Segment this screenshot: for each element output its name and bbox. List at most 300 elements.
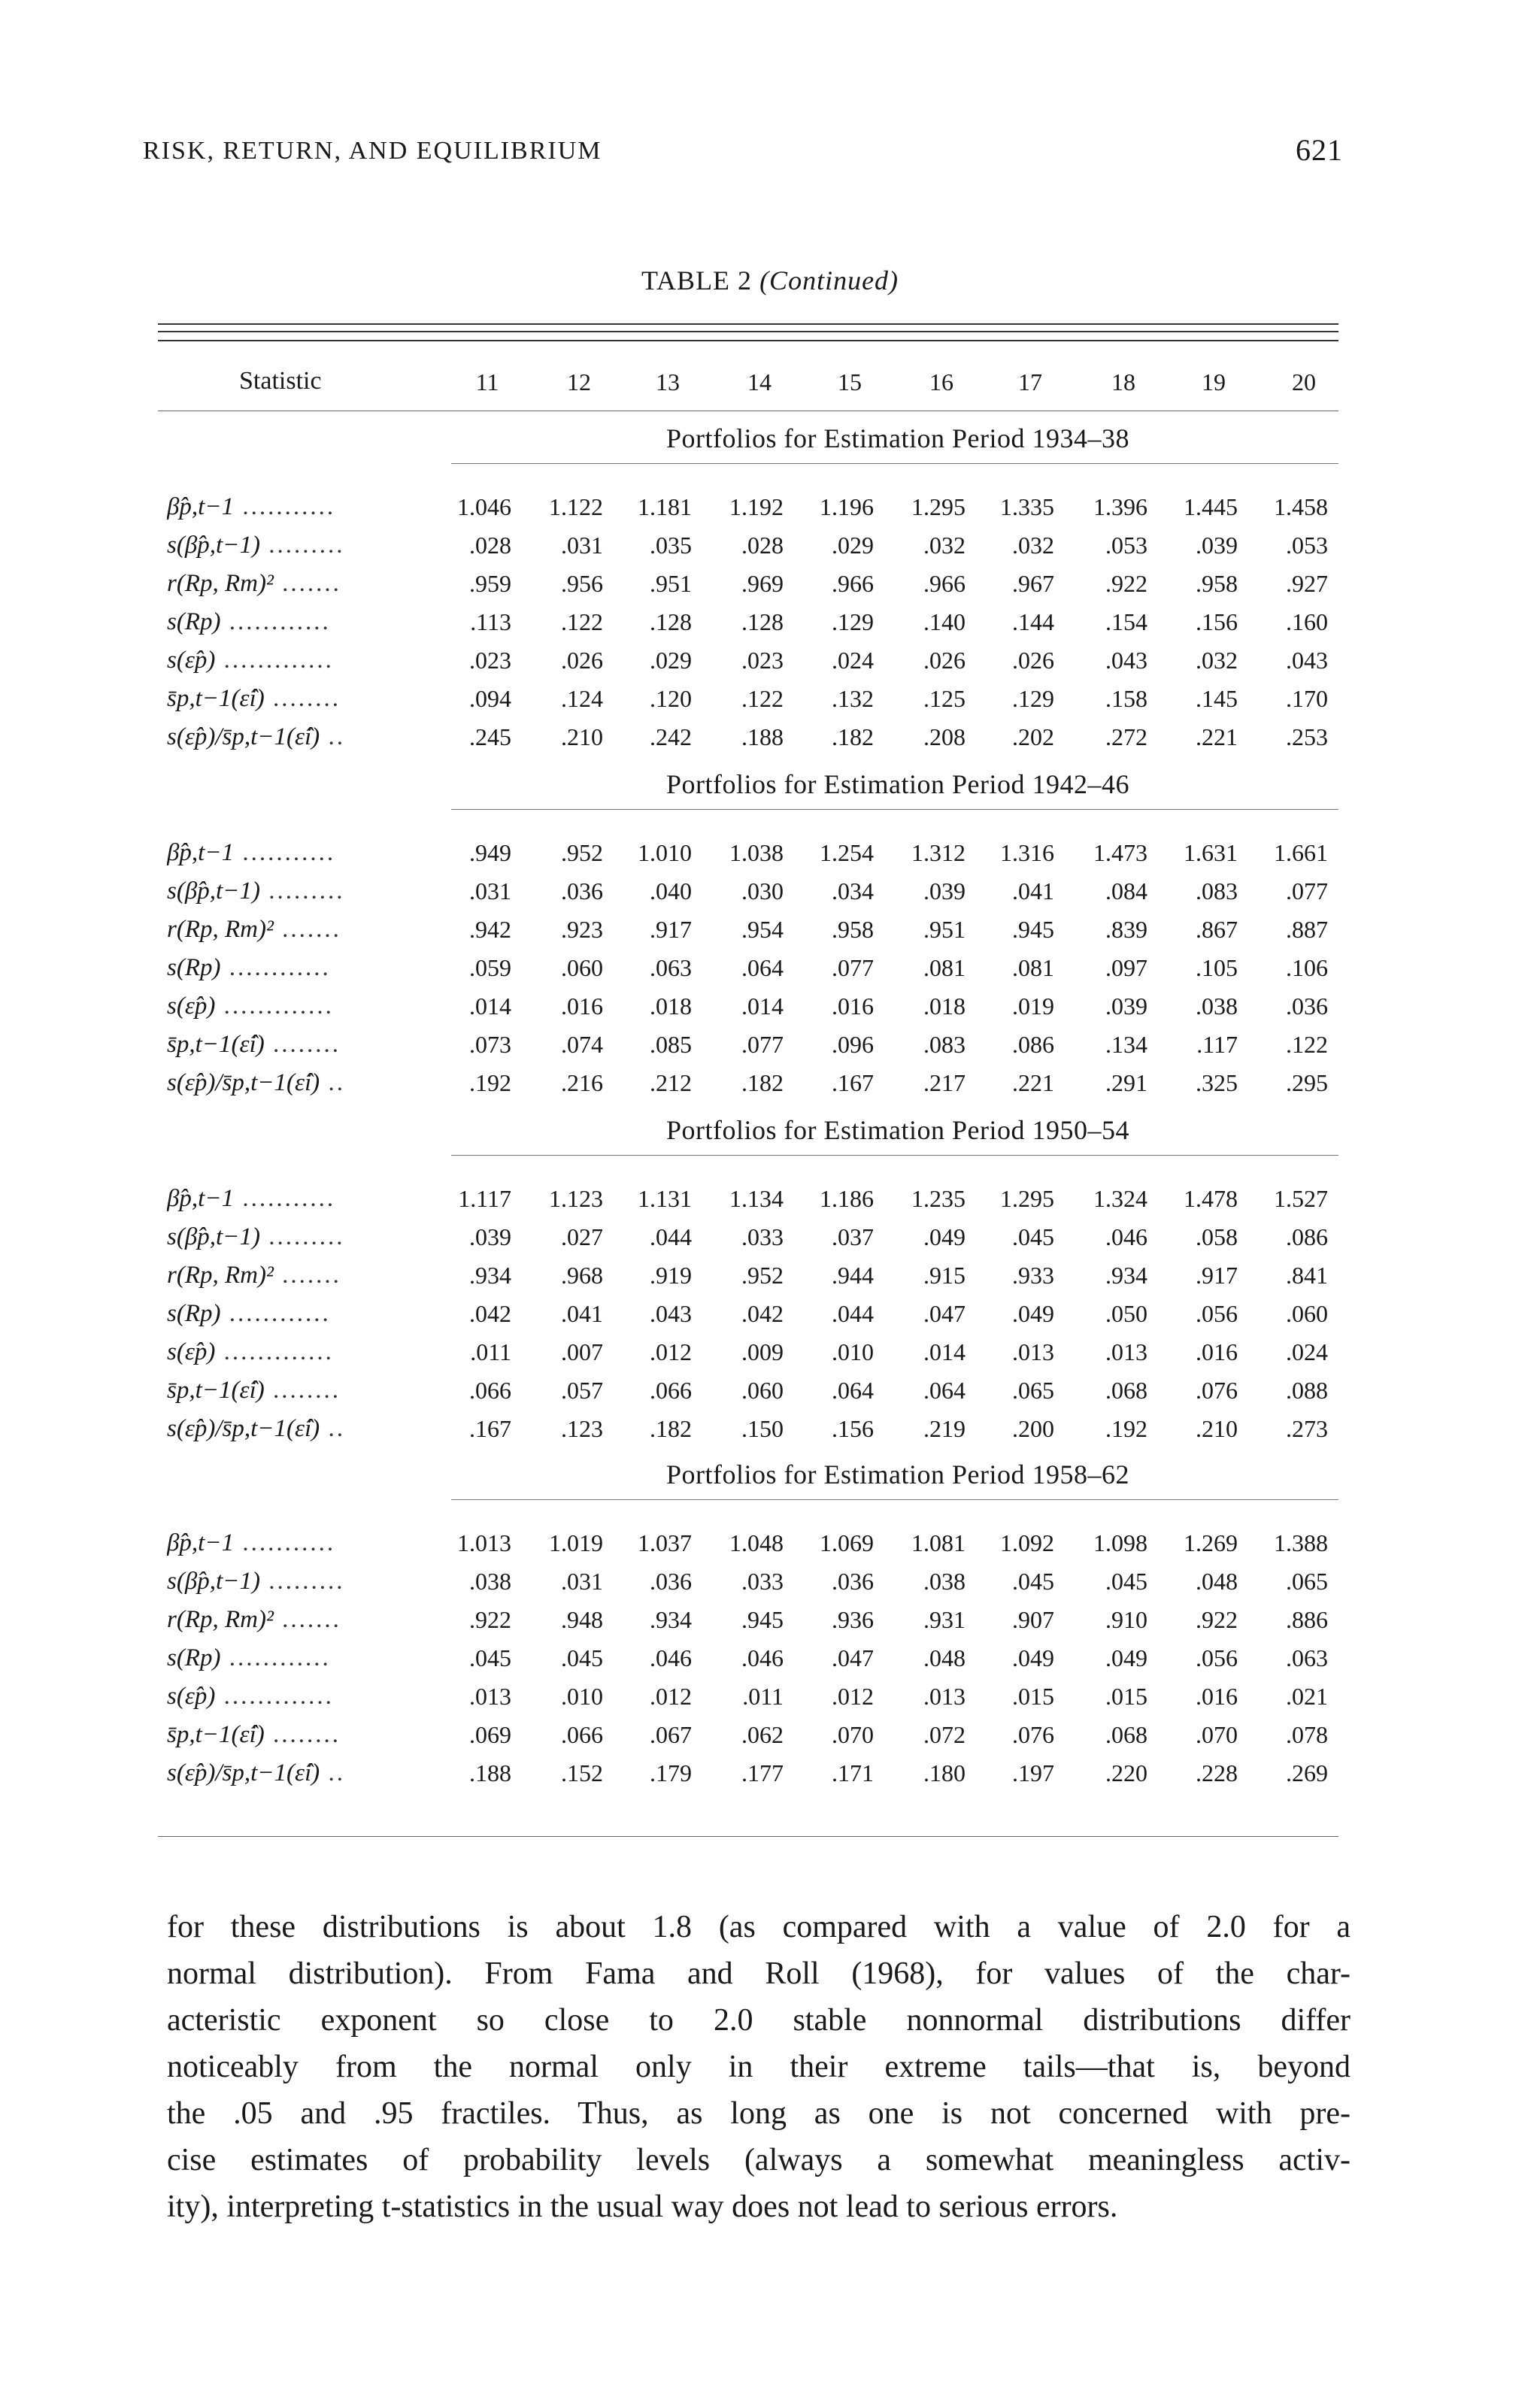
table-cell: 1.295 [1000, 1185, 1054, 1212]
table-cell: .066 [469, 1377, 511, 1404]
table-cell: .171 [832, 1759, 874, 1786]
table-cell: .058 [1196, 1223, 1238, 1250]
column-header: 17 [1018, 368, 1042, 395]
table-cell: .030 [741, 877, 784, 905]
table-cell: .927 [1286, 570, 1328, 597]
leader-dots: .. [320, 1759, 345, 1786]
row-label-text: β̂p,t−1 [167, 1185, 235, 1212]
table-cell: .907 [1012, 1606, 1054, 1633]
table-cell: .038 [923, 1568, 966, 1595]
row-label [167, 992, 445, 1020]
row-label-text: s(β̂p,t−1) [167, 1568, 260, 1595]
table-cell: .028 [469, 532, 511, 559]
body-line: ity), interpreting t-statistics in the usual way does not lead to serious errors. [167, 2189, 1118, 2224]
leader-dots: ............ [220, 954, 331, 981]
table-cell: .038 [1196, 992, 1238, 1020]
table-cell: 1.010 [638, 839, 692, 866]
table-cell: .024 [832, 647, 874, 674]
table-cell: .180 [923, 1759, 966, 1786]
table-cell: .952 [741, 1262, 784, 1289]
table-cell: .917 [1196, 1262, 1238, 1289]
table-cell: .042 [741, 1300, 784, 1327]
row-label-text: r(Rp, Rm)² [167, 1262, 274, 1289]
table-cell: .064 [832, 1377, 874, 1404]
row-label [167, 532, 445, 559]
table-cell: .210 [1196, 1415, 1238, 1442]
table-cell: .122 [1286, 1031, 1328, 1058]
table-cell: .125 [923, 685, 966, 712]
column-header: 18 [1111, 368, 1135, 395]
table-cell: .036 [650, 1568, 692, 1595]
table-cell: .160 [1286, 608, 1328, 635]
table-cell: .077 [832, 954, 874, 981]
table-cell: .031 [469, 877, 511, 905]
table-cell: .944 [832, 1262, 874, 1289]
table-cell: .253 [1286, 723, 1328, 750]
table-cell: 1.388 [1274, 1529, 1328, 1556]
table-cell: .016 [561, 992, 603, 1020]
table-cell: .015 [1105, 1683, 1147, 1710]
leader-dots: .. [320, 1415, 345, 1442]
table-cell: .113 [470, 608, 511, 635]
row-label-text: β̂p,t−1 [167, 839, 235, 866]
row-label-text: r(Rp, Rm)² [167, 570, 274, 597]
column-header: 14 [747, 368, 772, 395]
leader-dots: ........ [264, 1721, 341, 1748]
table-cell: .057 [561, 1377, 603, 1404]
table-cell: .027 [561, 1223, 603, 1250]
table-cell: 1.661 [1274, 839, 1328, 866]
table-cell: 1.335 [1000, 493, 1054, 520]
table-cell: .291 [1105, 1069, 1147, 1096]
body-line: the .05 and .95 fractiles. Thus, as long as one is not concerned with pre- [167, 2096, 1351, 2131]
table-cell: .014 [469, 992, 511, 1020]
table-cell: .044 [650, 1223, 692, 1250]
table-cell: .192 [469, 1069, 511, 1096]
row-label-text: s̄p,t−1(ε̂i) [167, 1721, 265, 1748]
table-cell: .053 [1105, 532, 1147, 559]
table-cell: .040 [650, 877, 692, 905]
table-cell: 1.235 [911, 1185, 966, 1212]
table-cell: .923 [561, 916, 603, 943]
table-cell: .045 [561, 1644, 603, 1671]
body-line: normal distribution). From Fama and Roll (1968), for values of the char- [167, 1956, 1351, 1991]
row-label [167, 1223, 445, 1251]
row-label-text: s(ε̂p)/s̄p,t−1(ε̂i) [167, 1415, 320, 1442]
table-cell: .150 [741, 1415, 784, 1442]
table-cell: .039 [469, 1223, 511, 1250]
table-cell: .036 [1286, 992, 1328, 1020]
row-label [167, 1338, 445, 1366]
table-cell: 1.019 [549, 1529, 603, 1556]
table-cell: .951 [923, 916, 966, 943]
table-cell: .013 [469, 1683, 511, 1710]
table-cell: .088 [1286, 1377, 1328, 1404]
table-cell: .106 [1286, 954, 1328, 981]
table-cell: .122 [561, 608, 603, 635]
table-cell: 1.131 [638, 1185, 692, 1212]
leader-dots: ......... [259, 1568, 345, 1595]
table-cell: 1.069 [820, 1529, 874, 1556]
table-cell: .117 [1196, 1031, 1238, 1058]
table-cell: .084 [1105, 877, 1147, 905]
table-cell: .839 [1105, 916, 1147, 943]
table-cell: .197 [1012, 1759, 1054, 1786]
table-cell: .081 [1012, 954, 1054, 981]
page-number: 621 [1296, 133, 1343, 167]
table-cell: .060 [561, 954, 603, 981]
row-label-text: s(ε̂p) [167, 1683, 216, 1710]
table-cell: .046 [650, 1644, 692, 1671]
table-cell: .067 [650, 1721, 692, 1748]
row-label [167, 723, 445, 751]
leader-dots: ........... [234, 493, 336, 520]
table-cell: .028 [741, 532, 784, 559]
row-label-text: r(Rp, Rm)² [167, 1606, 274, 1633]
table-cell: .945 [1012, 916, 1054, 943]
table-cell: .074 [561, 1031, 603, 1058]
table-cell: .029 [650, 647, 692, 674]
table-cell: .094 [469, 685, 511, 712]
table-cell: .097 [1105, 954, 1147, 981]
row-label [167, 1300, 445, 1328]
table-cell: .016 [1196, 1683, 1238, 1710]
row-label [167, 1606, 445, 1634]
table-cell: .076 [1012, 1721, 1054, 1748]
row-label-text: s(ε̂p) [167, 992, 216, 1020]
section-rule [451, 1499, 1338, 1500]
section-rule [451, 809, 1338, 810]
table-cell: .272 [1105, 723, 1147, 750]
table-cell: .144 [1012, 608, 1054, 635]
table-cell: .915 [923, 1262, 966, 1289]
table-cell: .062 [741, 1721, 784, 1748]
table-cell: .295 [1286, 1069, 1328, 1096]
table-cell: 1.269 [1184, 1529, 1238, 1556]
table-cell: .070 [832, 1721, 874, 1748]
table-cell: 1.046 [457, 493, 511, 520]
row-label [167, 1415, 445, 1443]
table-cell: 1.631 [1184, 839, 1238, 866]
table-cell: .128 [650, 608, 692, 635]
table-cell: .026 [561, 647, 603, 674]
row-label [167, 1069, 445, 1097]
table-cell: .014 [923, 1338, 966, 1365]
table-cell: .043 [1286, 647, 1328, 674]
table-cell: .043 [1105, 647, 1147, 674]
table-cell: .077 [741, 1031, 784, 1058]
table-caption-continued: (Continued) [759, 265, 899, 295]
row-label-text: β̂p,t−1 [167, 1529, 235, 1556]
table-cell: .228 [1196, 1759, 1238, 1786]
leader-dots: ............ [220, 1644, 331, 1671]
table-cell: .128 [741, 608, 784, 635]
table-cell: .072 [923, 1721, 966, 1748]
row-label [167, 1262, 445, 1289]
table-cell: .048 [1196, 1568, 1238, 1595]
table-cell: .179 [650, 1759, 692, 1786]
table-cell: .910 [1105, 1606, 1147, 1633]
table-cell: .069 [469, 1721, 511, 1748]
row-label [167, 1759, 445, 1787]
table-cell: .208 [923, 723, 966, 750]
table-cell: .167 [832, 1069, 874, 1096]
table-cell: .917 [650, 916, 692, 943]
row-label-text: s(β̂p,t−1) [167, 532, 260, 559]
table-cell: 1.445 [1184, 493, 1238, 520]
table-cell: 1.527 [1274, 1185, 1328, 1212]
row-label [167, 954, 445, 982]
table-cell: .056 [1196, 1300, 1238, 1327]
table-cell: .035 [650, 532, 692, 559]
table-cell: .031 [561, 1568, 603, 1595]
table-cell: 1.396 [1093, 493, 1147, 520]
leader-dots: ........... [234, 1529, 336, 1556]
table-cell: .016 [832, 992, 874, 1020]
table-cell: .922 [1105, 570, 1147, 597]
column-header: 12 [567, 368, 591, 395]
table-cell: .212 [650, 1069, 692, 1096]
table-cell: .969 [741, 570, 784, 597]
column-header: 20 [1292, 368, 1316, 395]
column-header: 11 [475, 368, 499, 395]
table-cell: .050 [1105, 1300, 1147, 1327]
table-cell: .047 [923, 1300, 966, 1327]
leader-dots: ........... [234, 839, 336, 866]
table-cell: .152 [561, 1759, 603, 1786]
table-cell: .269 [1286, 1759, 1328, 1786]
row-label-text: s(Rp) [167, 954, 221, 981]
table-cell: 1.013 [457, 1529, 511, 1556]
table-cell: 1.186 [820, 1185, 874, 1212]
table-cell: .934 [469, 1262, 511, 1289]
table-cell: .936 [832, 1606, 874, 1633]
table-cell: .202 [1012, 723, 1054, 750]
row-label [167, 685, 445, 713]
section-title: Portfolios for Estimation Period 1950–54 [666, 1115, 1129, 1145]
table-cell: .032 [1012, 532, 1054, 559]
table-cell: .867 [1196, 916, 1238, 943]
table-cell: .033 [741, 1223, 784, 1250]
table-cell: .041 [1012, 877, 1054, 905]
row-label-text: s(ε̂p)/s̄p,t−1(ε̂i) [167, 723, 320, 750]
table-cell: .064 [741, 954, 784, 981]
table-cell: 1.081 [911, 1529, 966, 1556]
table-cell: 1.037 [638, 1529, 692, 1556]
table-cell: .958 [1196, 570, 1238, 597]
row-label-text: s(ε̂p) [167, 1338, 216, 1365]
table-cell: .156 [1196, 608, 1238, 635]
body-paragraph [167, 1904, 1351, 2230]
table-cell: .273 [1286, 1415, 1328, 1442]
row-label-text: s(Rp) [167, 1644, 221, 1671]
row-label [167, 493, 445, 521]
table-cell: .122 [741, 685, 784, 712]
leader-dots: ........ [264, 1031, 341, 1058]
table-cell: .967 [1012, 570, 1054, 597]
leader-dots: ........ [264, 685, 341, 712]
leader-dots: ............. [215, 992, 334, 1020]
table-cell: .132 [832, 685, 874, 712]
table-cell: .056 [1196, 1644, 1238, 1671]
table-cell: .039 [1196, 532, 1238, 559]
leader-dots: ....... [273, 916, 341, 943]
table-cell: .046 [741, 1644, 784, 1671]
table-cell: .325 [1196, 1069, 1238, 1096]
table-cell: .886 [1286, 1606, 1328, 1633]
table-cell: .177 [741, 1759, 784, 1786]
table-cell: .068 [1105, 1721, 1147, 1748]
leader-dots: ......... [259, 877, 345, 905]
table-cell: .045 [469, 1644, 511, 1671]
body-line: cise estimates of probability levels (always a somewhat meaningless activ- [167, 2143, 1351, 2177]
table-cell: .013 [1105, 1338, 1147, 1365]
table-cell: .083 [923, 1031, 966, 1058]
table-cell: .063 [1286, 1644, 1328, 1671]
table-caption [0, 265, 1540, 296]
row-label-text: r(Rp, Rm)² [167, 916, 274, 943]
body-line: for these distributions is about 1.8 (as compared with a value of 2.0 for a [167, 1910, 1351, 1944]
table-cell: .216 [561, 1069, 603, 1096]
table-cell: 1.192 [729, 493, 784, 520]
table-cell: 1.473 [1093, 839, 1147, 866]
row-label [167, 877, 445, 905]
table-cell: .009 [741, 1338, 784, 1365]
leader-dots: .. [320, 1069, 345, 1096]
table-cell: .182 [650, 1415, 692, 1442]
table-cell: .145 [1196, 685, 1238, 712]
table-cell: .036 [832, 1568, 874, 1595]
table-cell: .013 [923, 1683, 966, 1710]
row-label [167, 1377, 445, 1405]
row-label-text: s(ε̂p)/s̄p,t−1(ε̂i) [167, 1069, 320, 1096]
table-cell: .013 [1012, 1338, 1054, 1365]
table-cell: .167 [469, 1415, 511, 1442]
table-cell: 1.324 [1093, 1185, 1147, 1212]
row-label [167, 1683, 445, 1711]
table-cell: .954 [741, 916, 784, 943]
leader-dots: ........ [264, 1377, 341, 1404]
table-cell: 1.312 [911, 839, 966, 866]
table-cell: .210 [561, 723, 603, 750]
table-cell: .182 [832, 723, 874, 750]
row-label-text: s(Rp) [167, 608, 221, 635]
table-cell: .958 [832, 916, 874, 943]
table-cell: .029 [832, 532, 874, 559]
table-cell: .200 [1012, 1415, 1054, 1442]
running-head: RISK, RETURN, AND EQUILIBRIUM [143, 137, 602, 165]
section-title: Portfolios for Estimation Period 1934–38 [666, 423, 1129, 453]
table-cell: .217 [923, 1069, 966, 1096]
table-bottom-rule [158, 1836, 1338, 1837]
table-cell: .047 [832, 1644, 874, 1671]
table-cell: .922 [469, 1606, 511, 1633]
leader-dots: ............. [215, 1683, 334, 1710]
table-cell: 1.316 [1000, 839, 1054, 866]
table-top-rule-triple [158, 340, 1338, 341]
leader-dots: .. [320, 723, 345, 750]
table-cell: 1.295 [911, 493, 966, 520]
table-cell: .170 [1286, 685, 1328, 712]
row-label-text: s(β̂p,t−1) [167, 877, 260, 905]
table-cell: .245 [469, 723, 511, 750]
table-cell: .044 [832, 1300, 874, 1327]
table-cell: 1.048 [729, 1529, 784, 1556]
table-cell: .023 [469, 647, 511, 674]
table-cell: .049 [1012, 1300, 1054, 1327]
column-header: 15 [838, 368, 862, 395]
table-cell: .968 [561, 1262, 603, 1289]
table-cell: 1.254 [820, 839, 874, 866]
table-cell: .919 [650, 1262, 692, 1289]
table-cell: .042 [469, 1300, 511, 1327]
table-cell: .086 [1012, 1031, 1054, 1058]
table-cell: .931 [923, 1606, 966, 1633]
table-cell: 1.117 [458, 1185, 511, 1212]
table-cell: .156 [832, 1415, 874, 1442]
table-cell: .221 [1012, 1069, 1054, 1096]
table-cell: .045 [1012, 1568, 1054, 1595]
statistic-column-header: Statistic [239, 367, 322, 395]
leader-dots: ........... [234, 1185, 336, 1212]
row-label [167, 647, 445, 674]
table-cell: 1.458 [1274, 493, 1328, 520]
table-cell: .063 [650, 954, 692, 981]
leader-dots: ....... [273, 1262, 341, 1289]
table-cell: .060 [1286, 1300, 1328, 1327]
table-cell: .942 [469, 916, 511, 943]
table-cell: .066 [561, 1721, 603, 1748]
table-cell: .219 [923, 1415, 966, 1442]
table-cell: .037 [832, 1223, 874, 1250]
section-title: Portfolios for Estimation Period 1942–46 [666, 769, 1129, 799]
table-cell: .182 [741, 1069, 784, 1096]
table-cell: .934 [1105, 1262, 1147, 1289]
table-cell: .021 [1286, 1683, 1328, 1710]
table-cell: .046 [1105, 1223, 1147, 1250]
table-cell: .188 [469, 1759, 511, 1786]
table-cell: .086 [1286, 1223, 1328, 1250]
table-cell: .043 [650, 1300, 692, 1327]
table-cell: .048 [923, 1644, 966, 1671]
table-cell: .007 [561, 1338, 603, 1365]
table-cell: .012 [650, 1683, 692, 1710]
table-cell: 1.123 [549, 1185, 603, 1212]
table-cell: .076 [1196, 1377, 1238, 1404]
row-label [167, 1568, 445, 1596]
body-line: noticeably from the normal only in their extreme tails—that is, beyond [167, 2050, 1351, 2084]
table-cell: .065 [1286, 1568, 1328, 1595]
row-label-text: s̄p,t−1(ε̂i) [167, 1377, 265, 1404]
table-cell: 1.196 [820, 493, 874, 520]
row-label [167, 608, 445, 636]
table-cell: .016 [1196, 1338, 1238, 1365]
table-cell: .018 [923, 992, 966, 1020]
table-cell: .065 [1012, 1377, 1054, 1404]
row-label [167, 570, 445, 598]
table-cell: 1.098 [1093, 1529, 1147, 1556]
table-cell: 1.038 [729, 839, 784, 866]
table-cell: .070 [1196, 1721, 1238, 1748]
table-cell: .041 [561, 1300, 603, 1327]
table-cell: 1.134 [729, 1185, 784, 1212]
row-label-text: s(ε̂p) [167, 647, 216, 674]
row-label [167, 839, 445, 867]
table-top-rule [158, 323, 1338, 325]
table-cell: .120 [650, 685, 692, 712]
table-cell: 1.122 [549, 493, 603, 520]
table-cell: .010 [561, 1683, 603, 1710]
